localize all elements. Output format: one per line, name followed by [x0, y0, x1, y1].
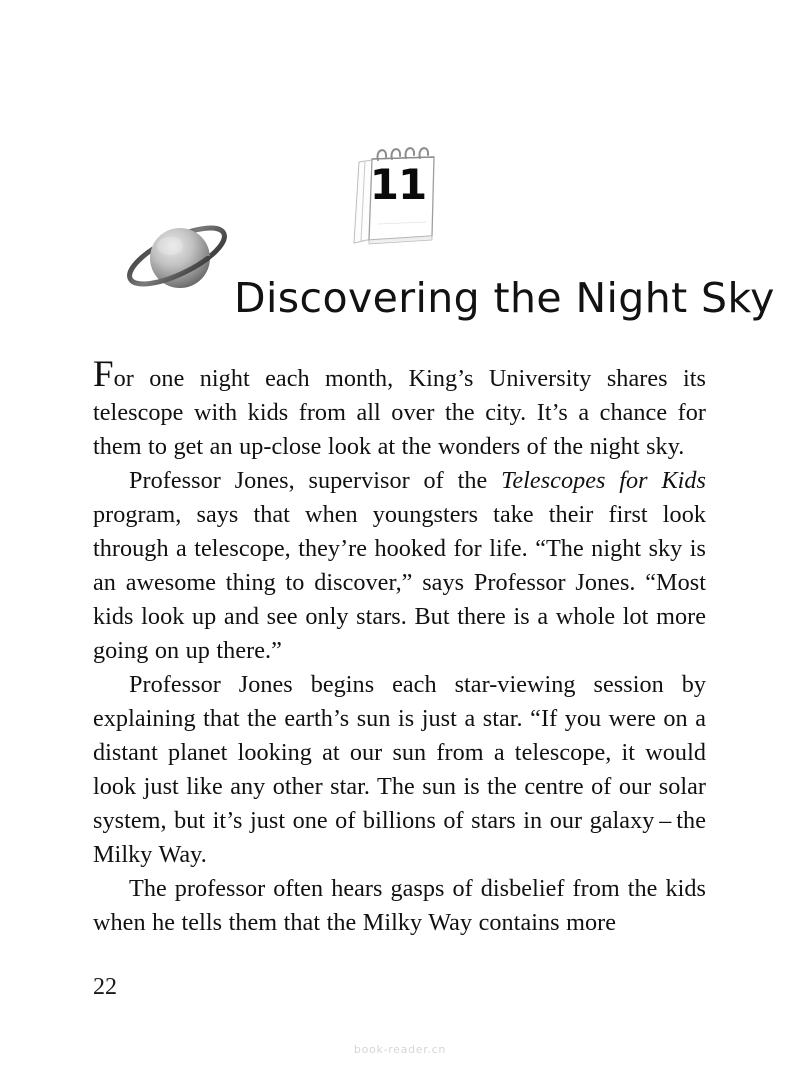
- paragraph: [93, 668, 706, 872]
- paragraph: [93, 354, 706, 464]
- italic-program-title: Telescopes for Kids: [501, 467, 706, 494]
- saturn-planet-illustration: [118, 198, 236, 316]
- paragraph-text: Professor Jones, supervisor of the: [129, 467, 502, 494]
- page-number: 22: [93, 974, 117, 1000]
- chapter-number: 11: [369, 160, 427, 209]
- page-title: Discovering the Night Sky: [234, 274, 775, 323]
- paragraph-text: Professor Jones begins each star-viewing session by explaining that the earth’s sun is just a star. “If you were on a distant planet looking at our sun from a telescope, it would look just like any other star. The sun is the centre of our solar system, but it’s just one of billions of stars in our galaxy – the Milky Way.: [93, 671, 706, 868]
- flip-calendar-illustration: [342, 136, 454, 254]
- paragraph: [93, 872, 706, 940]
- paragraph-text: or one night each month, King’s University shares its telescope with kids from all over the city. It’s a chance for them to get an up-close look at the wonders of the night sky.: [93, 365, 706, 460]
- watermark: book-reader.cn: [353, 1043, 447, 1056]
- paragraph-text: program, says that when youngsters take their first look through a telescope, they’re hooked for life. “The night sky is an awesome thing to discover,” says Professor Jones. “Most kids look up and see only stars. But there is a whole lot more going on up there.”: [93, 501, 706, 664]
- paragraph-text: The professor often hears gasps of disbelief from the kids when he tells them that the Milky Way contains more: [93, 875, 706, 936]
- paragraph: [93, 464, 706, 668]
- initial-cap: F: [93, 354, 114, 395]
- body-text: [93, 354, 706, 940]
